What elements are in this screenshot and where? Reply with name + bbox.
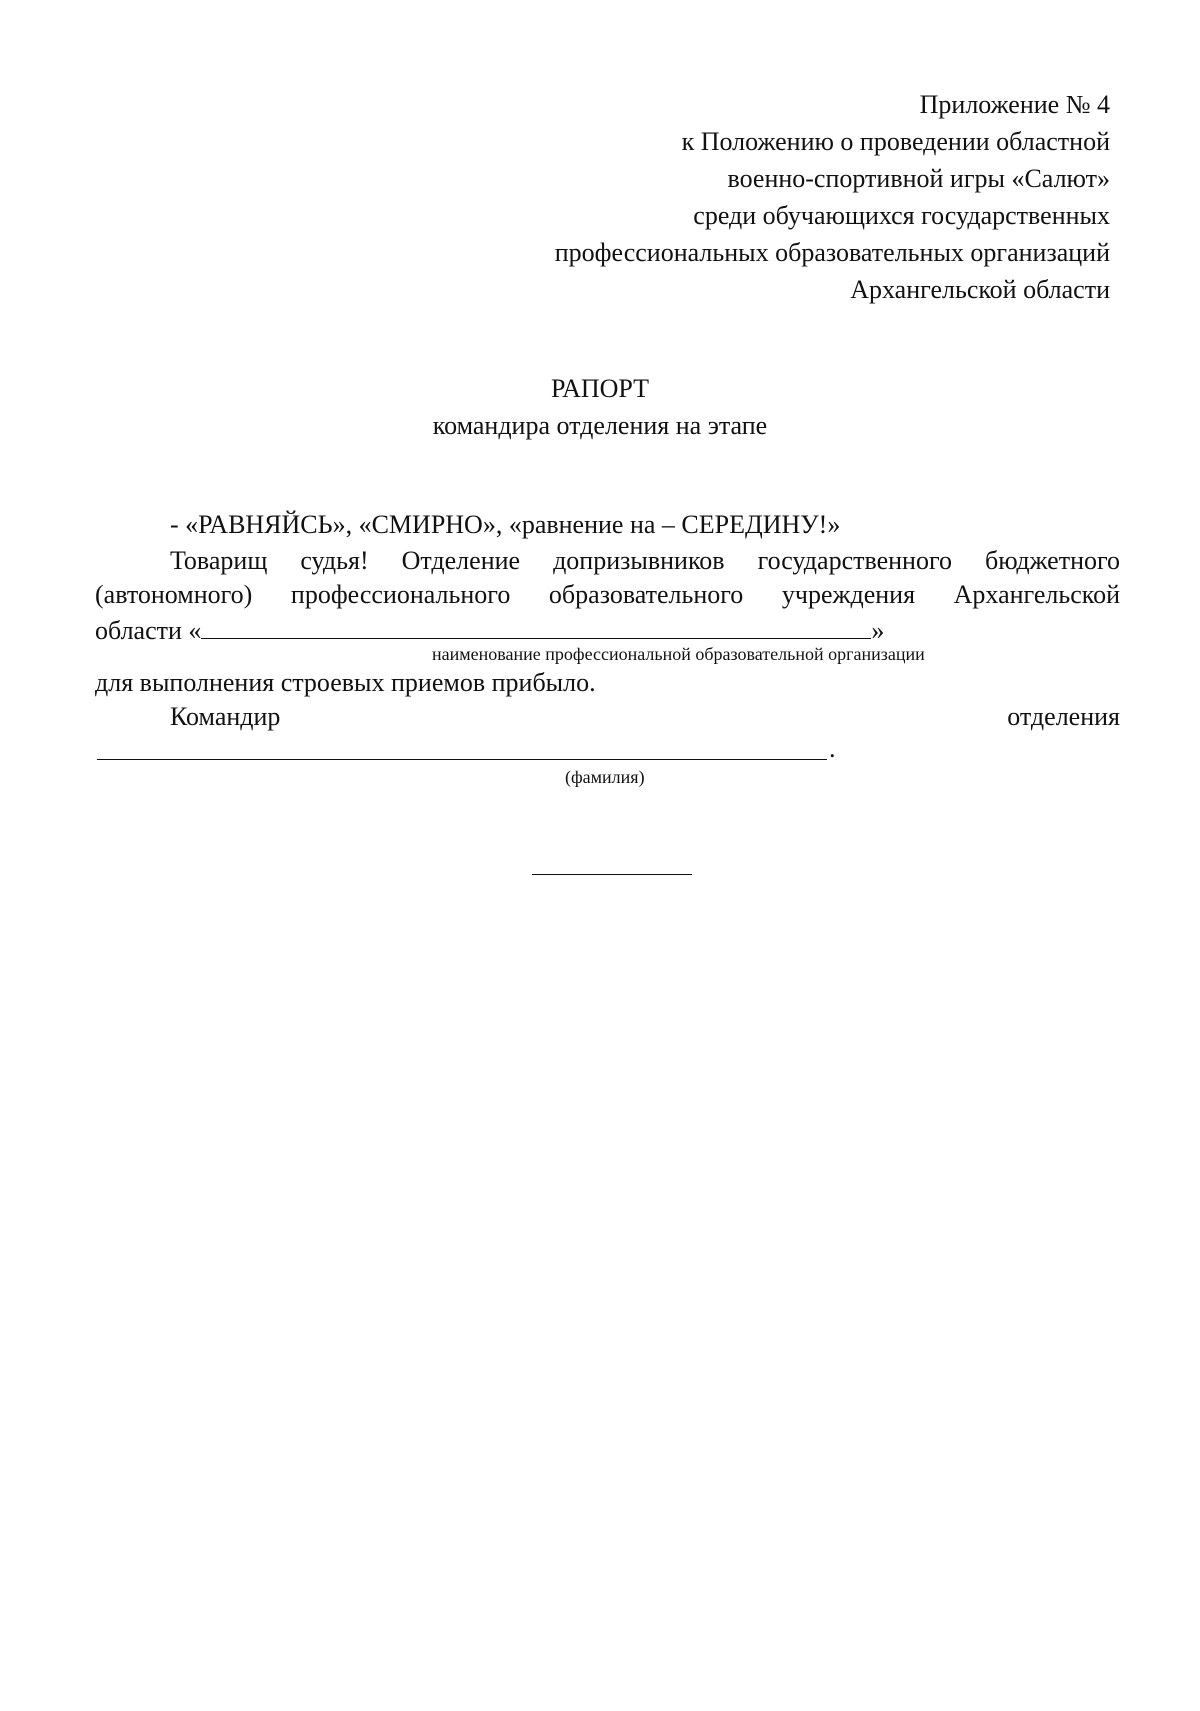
region-open-text: области « bbox=[95, 616, 202, 645]
appendix-line: к Положению о проведении областной bbox=[681, 127, 1110, 156]
paragraph-line-1: Товарищ судья! Отделение допризывников государственного бюджетного bbox=[170, 546, 1120, 575]
appendix-line: Архангельской области bbox=[850, 275, 1110, 304]
document-title: РАПОРТ bbox=[550, 374, 650, 403]
arrival-line: для выполнения строевых приемов прибыло. bbox=[95, 668, 596, 697]
organization-name-blank bbox=[201, 612, 871, 639]
surname-period: . bbox=[829, 734, 836, 763]
organization-caption: наименование профессиональной образовательной организации bbox=[432, 644, 925, 664]
command-line: - «РАВНЯЙСЬ», «СМИРНО», «равнение на – СЕРЕДИНУ!» bbox=[170, 510, 841, 539]
section-word: отделения bbox=[1007, 702, 1120, 731]
appendix-header bbox=[410, 86, 1110, 308]
paragraph-line-2: (автономного) профессионального образовательного учреждения Архангельской bbox=[95, 580, 1120, 609]
appendix-line: Приложение № 4 bbox=[919, 90, 1110, 119]
heading-block bbox=[0, 370, 1200, 444]
appendix-line: военно-спортивной игры «Салют» bbox=[727, 164, 1110, 193]
closing-separator-line bbox=[532, 874, 692, 875]
commander-word: Командир bbox=[170, 702, 281, 731]
document-subtitle: командира отделения на этапе bbox=[432, 411, 768, 440]
surname-blank bbox=[97, 759, 827, 760]
surname-caption: (фамилия) bbox=[565, 767, 645, 787]
appendix-line: профессиональных образовательных организаций bbox=[554, 238, 1110, 267]
appendix-line: среди обучающихся государственных bbox=[693, 201, 1110, 230]
region-close-text: » bbox=[871, 616, 885, 645]
